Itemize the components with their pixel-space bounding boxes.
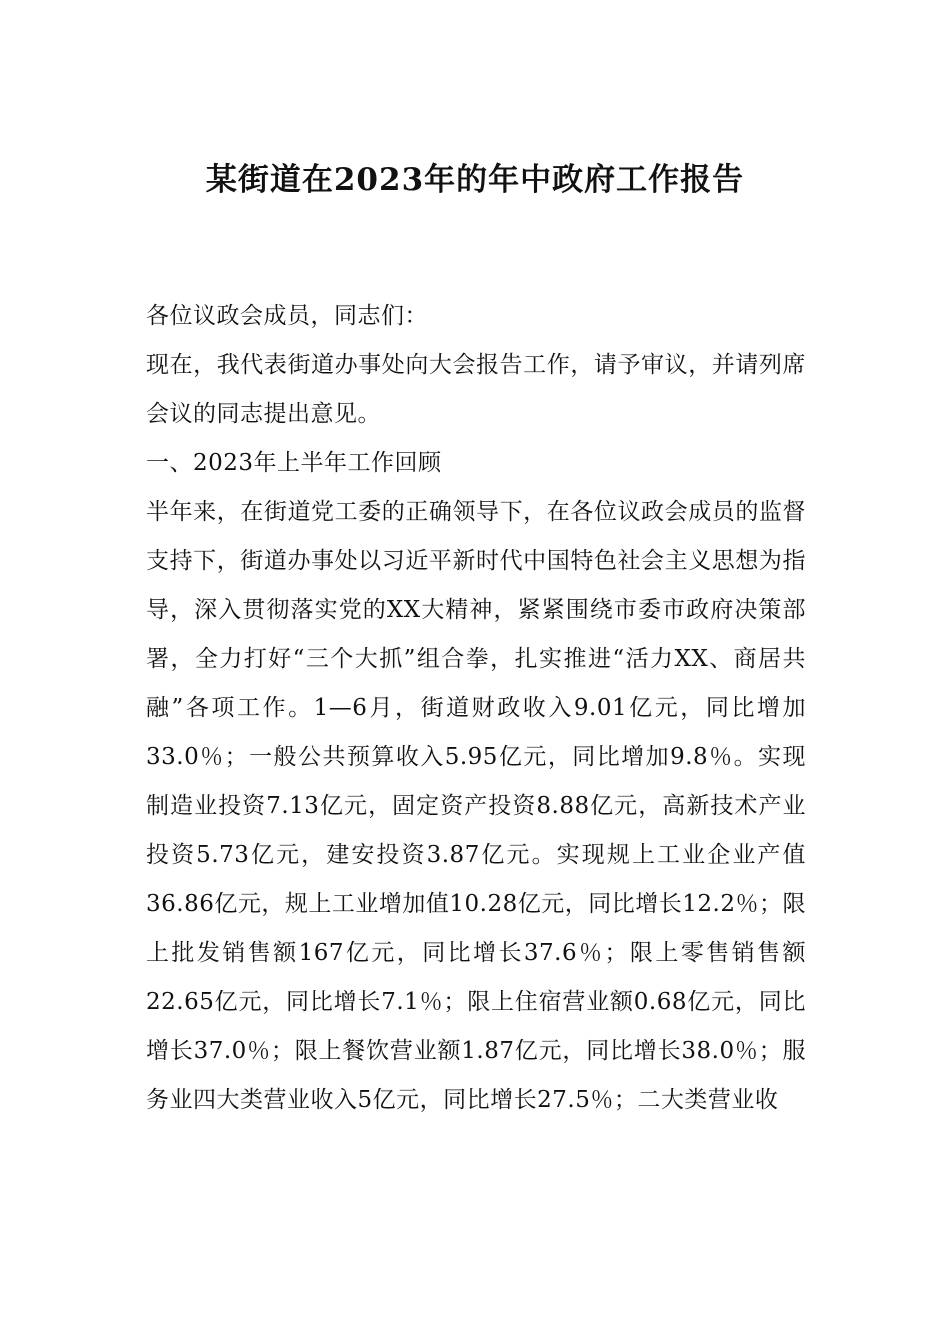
salutation: 各位议政会成员，同志们： [146, 303, 428, 329]
document-body [146, 292, 806, 1125]
paragraph-intro: 现在，我代表街道办事处向大会报告工作，请予审议，并请列席会议的同志提出意见。 [146, 352, 806, 427]
section-heading: 一、2023年上半年工作回顾 [146, 450, 442, 476]
document-title: 某街道在2023年的年中政府工作报告 [205, 162, 745, 198]
paragraph-review: 半年来，在街道党工委的正确领导下，在各位议政会成员的监督支持下，街道办事处以习近平新时代中国特色社会主义思想为指导，深入贯彻落实党的XX大精神，紧紧围绕市委市政府决策部署，全力打好“三个大抓”组合拳，扎实推进“活力XX、商居共融”各项工作。1—6月，街道财政收入9.01亿元，同比增加33.0％；一般公共预算收入5.95亿元，同比增加9.8％。实现制造业投资7.13亿元，固定资产投资8.88亿元，高新技术产业投资5.73亿元，建安投资3.87亿元。实现规上工业企业产值36.86亿元，规上工业增加值10.28亿元，同比增长12.2％；限上批发销售额167亿元，同比增长37.6％；限上零售销售额22.65亿元，同比增长7.1％；限上住宿营业额0.68亿元，同比增长37.0％；限上餐饮营业额1.87亿元，同比增长38.0％；服务业四大类营业收入5亿元，同比增长27.5％；二大类营业收 [146, 499, 806, 1113]
